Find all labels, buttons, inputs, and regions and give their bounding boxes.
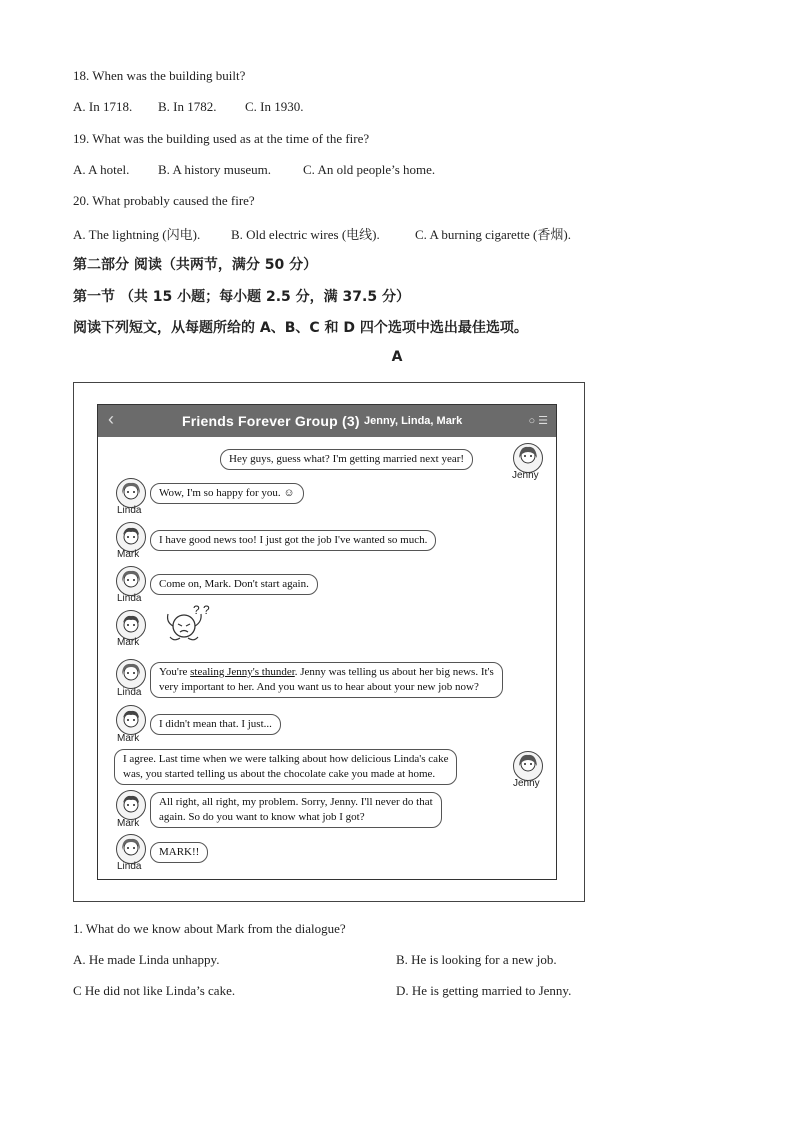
avatar-name: Mark bbox=[117, 637, 140, 648]
avatar-linda-icon bbox=[116, 566, 146, 596]
avatar-jenny-icon bbox=[513, 443, 543, 473]
question-20: 20. What probably caused the fire? bbox=[73, 193, 255, 208]
message-bubble: I agree. Last time when we were talking about how delicious Linda's cake was, you started telling us about the chocolate cake you made at home. bbox=[114, 749, 457, 785]
avatar-name: Mark bbox=[117, 549, 140, 560]
q20-option-b: B. Old electric wires (电线). bbox=[231, 227, 380, 242]
q1-option-b: B. He is looking for a new job. bbox=[396, 952, 557, 967]
message-bubble: Hey guys, guess what? I'm getting married next year! bbox=[220, 449, 473, 470]
confused-marks: ? ? bbox=[193, 603, 210, 617]
avatar-name: Jenny bbox=[512, 470, 539, 481]
q19-option-a: A. A hotel. bbox=[73, 162, 130, 177]
q1-option-d: D. He is getting married to Jenny. bbox=[396, 983, 572, 998]
avatar-linda-icon bbox=[116, 834, 146, 864]
q19-option-c: C. An old people’s home. bbox=[303, 162, 436, 177]
q18-option-b: B. In 1782. bbox=[158, 99, 217, 114]
q1-option-c: C He did not like Linda’s cake. bbox=[73, 983, 236, 998]
avatar-linda-icon bbox=[116, 478, 146, 508]
avatar-name: Linda bbox=[117, 861, 142, 872]
chat-header bbox=[98, 405, 556, 437]
chat-title: Friends Forever Group (3) bbox=[182, 413, 360, 429]
avatar-mark-icon bbox=[116, 705, 146, 735]
chat-members: Jenny, Linda, Mark bbox=[364, 415, 463, 427]
avatar-name: Linda bbox=[117, 505, 142, 516]
avatar-jenny-icon bbox=[513, 751, 543, 781]
q20-option-a: A. The lightning (闪电). bbox=[73, 227, 201, 242]
avatar-linda-icon bbox=[116, 659, 146, 689]
q18-option-c: C. In 1930. bbox=[245, 99, 304, 114]
back-arrow-icon: ‹ bbox=[108, 409, 114, 429]
message-bubble: You're stealing Jenny's thunder. Jenny was telling us about her big news. It's very important to her. And you want us to hear about your new job now? bbox=[150, 662, 503, 698]
section-instruction: 阅读下列短文，从每题所给的 A、B、C 和 D 四个选项中选出最佳选项。 bbox=[73, 320, 528, 336]
avatar-name: Jenny bbox=[513, 778, 540, 789]
section-sub-heading: 第一节 （共 15 小题；每小题 2.5 分，满 37.5 分） bbox=[73, 289, 410, 305]
message-bubble: I have good news too! I just got the job I've wanted so much. bbox=[150, 530, 436, 551]
search-menu-icon: ○ ☰ bbox=[528, 415, 548, 427]
q20-option-c: C. A burning cigarette (香烟). bbox=[415, 227, 571, 242]
avatar-mark-icon bbox=[116, 790, 146, 820]
question-1: 1. What do we know about Mark from the dialogue? bbox=[73, 921, 346, 936]
avatar-name: Linda bbox=[117, 687, 142, 698]
avatar-name: Mark bbox=[117, 733, 140, 744]
message-bubble: Come on, Mark. Don't start again. bbox=[150, 574, 318, 595]
q19-option-b: B. A history museum. bbox=[158, 162, 272, 177]
passage-label: A bbox=[391, 349, 403, 365]
avatar-name: Mark bbox=[117, 818, 140, 829]
avatar-mark-icon bbox=[116, 610, 146, 640]
avatar-name: Linda bbox=[117, 593, 142, 604]
question-18: 18. When was the building built? bbox=[73, 68, 246, 83]
message-bubble: Wow, I'm so happy for you. ☺ bbox=[150, 483, 304, 504]
message-bubble: MARK!! bbox=[150, 842, 208, 863]
question-19: 19. What was the building used as at the time of the fire? bbox=[73, 131, 370, 146]
q18-option-a: A. In 1718. bbox=[73, 99, 133, 114]
message-bubble: I didn't mean that. I just... bbox=[150, 714, 281, 735]
avatar-mark-icon bbox=[116, 522, 146, 552]
section-part-heading: 第二部分 阅读（共两节，满分 50 分） bbox=[73, 257, 318, 273]
message-bubble: All right, all right, my problem. Sorry, Jenny. I'll never do that again. So do you want to know what job I got? bbox=[150, 792, 442, 828]
q1-option-a: A. He made Linda unhappy. bbox=[73, 952, 220, 967]
